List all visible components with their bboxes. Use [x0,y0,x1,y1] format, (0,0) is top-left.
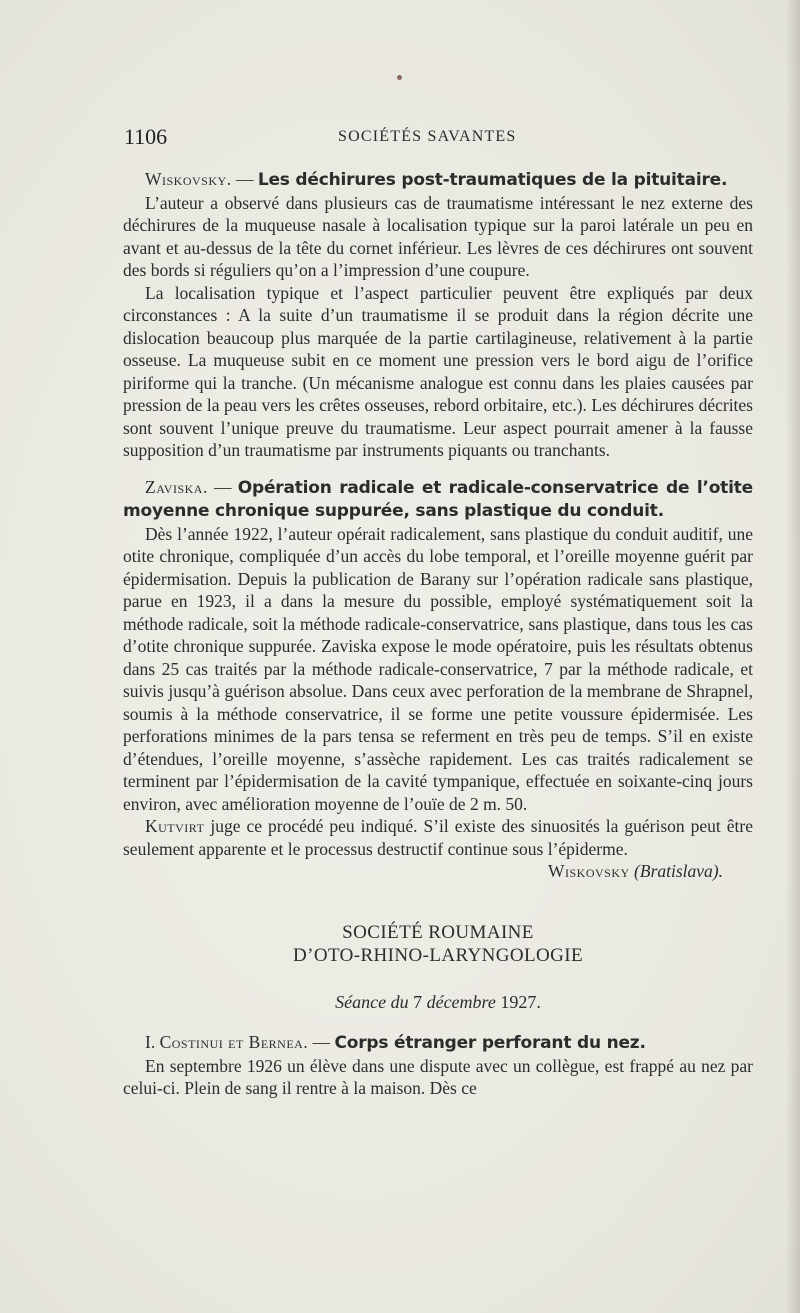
page-edge-shadow [786,0,800,1313]
entry-heading [123,476,753,523]
running-title: SOCIÉTÉS SAVANTES [338,128,517,145]
session-date [123,991,753,1014]
paragraph: L’auteur a observé dans plusieurs cas de traumatisme intéressant le nez externe des déchirures de la muqueuse nasale à localisation typique sur la paroi latérale un peu en avant et au-dessus de la tête du cornet inférieur. Les lèvres de ces déchirures ont souvent des bords si réguliers qu’on a l’impression d’une coupure. [123,192,753,280]
session-year: 1927. [500,991,541,1012]
signature-name: Wiskovsky [547,861,630,881]
session-prefix: Séance du [335,991,414,1012]
ink-dot [397,75,402,80]
signature [123,860,723,883]
entry-title: Les déchirures post-traumatiques de la pituitaire. [257,170,728,190]
entry-title: Corps étranger perforant du nez. [334,1033,646,1053]
discussion-paragraph [123,815,753,860]
author-name: Zaviska. [145,476,208,497]
signature-place: (Bratislava). [634,861,723,881]
entry-title: Opération radicale et radicale-conservatrice de l’otite moyenne chronique suppurée, sans plastique du conduit. [123,477,753,521]
discussant-name: Kutvirt [145,816,205,836]
text-column [123,168,753,1100]
paragraph: La localisation typique et l’aspect particulier peuvent être expliqués par deux circonstances : A la suite d’un traumatisme il se produit dans la région décrite une dislocation beaucoup plus marquée de la partie cartilagineuse, relativement à la partie osseuse. La muqueuse subit en ce moment une pression vers le bord aigu de l’orifice piriforme qui la tranche. (Un mécanisme analogue est connu dans les plaies causées par pression de la peau vers les crêtes osseuses, rebord orbitaire, etc.). Les déchirures décrites sont souvent l’unique preuve du traumatisme. Leur aspect pourrait amener à la fausse supposition d’un traumatisme par instruments piquants ou tranchants. [123,282,753,460]
dash: — [207,476,238,497]
dash: — [231,169,258,189]
dash: — [308,1032,335,1052]
session-day: 7 [413,991,423,1012]
author-name: Wiskovsky. [145,169,232,189]
entry-heading [123,168,753,192]
paragraph: En septembre 1926 un élève dans une dispute avec un collègue, est frappé au nez par celui-ci. Plein de sang il rentre à la maison. Dès ce [123,1055,753,1098]
society-name-line1: SOCIÉTÉ ROUMAINE [342,921,534,943]
society-name-line2: D’OTO-RHINO-LARYNGOLOGIE [293,944,583,966]
session-month: décembre [422,991,501,1012]
paragraph: Dès l’année 1922, l’auteur opérait radicalement, sans plastique du conduit auditif, une otite chronique, compliquée d’un accès du lobe temporal, et l’oreille moyenne guérit par épidermisation. Depuis la publication de Barany sur l’opération radicale sans plastique, parue en 1923, il a dans la mesure du possible, employé systématiquement soit la méthode radicale, soit la méthode radicale-conservatrice, sans plastique, dans tous les cas d’otite chronique suppurée. Zaviska expose le mode opératoire, puis les résultats obtenus dans 25 cas traités par la méthode radicale-conservatrice, 7 par la méthode radicale, et suivis jusqu’à guérison absolue. Dans ceux avec perforation de la membrane de Shrapnel, soumis à la méthode conservatrice, il se forme une petite voussure épidermisée. Les perforations minimes de la pars tensa se referment en très peu de temps. S’il en existe d’étendues, l’oreille moyenne, s’assèche rapidement. Les cas traités radicalement se terminent par l’épidermisation de la cavité tympanique, effectuée en soixante-cinq jours environ, avec amélioration moyenne de l’ouïe de 2 m. 50. [123,523,753,814]
society-heading [123,921,753,967]
entry-number: I. [145,1032,156,1052]
author-name: Costinui et Bernea. [159,1032,309,1052]
entry-heading [123,1031,753,1055]
discussion-text: juge ce procédé peu indiqué. S’il existe des sinuosités la guérison peut être seulement apparente et le processus destructif continue sous l’épiderme. [123,816,753,859]
running-header [124,124,754,150]
page-number: 1106 [124,124,168,149]
